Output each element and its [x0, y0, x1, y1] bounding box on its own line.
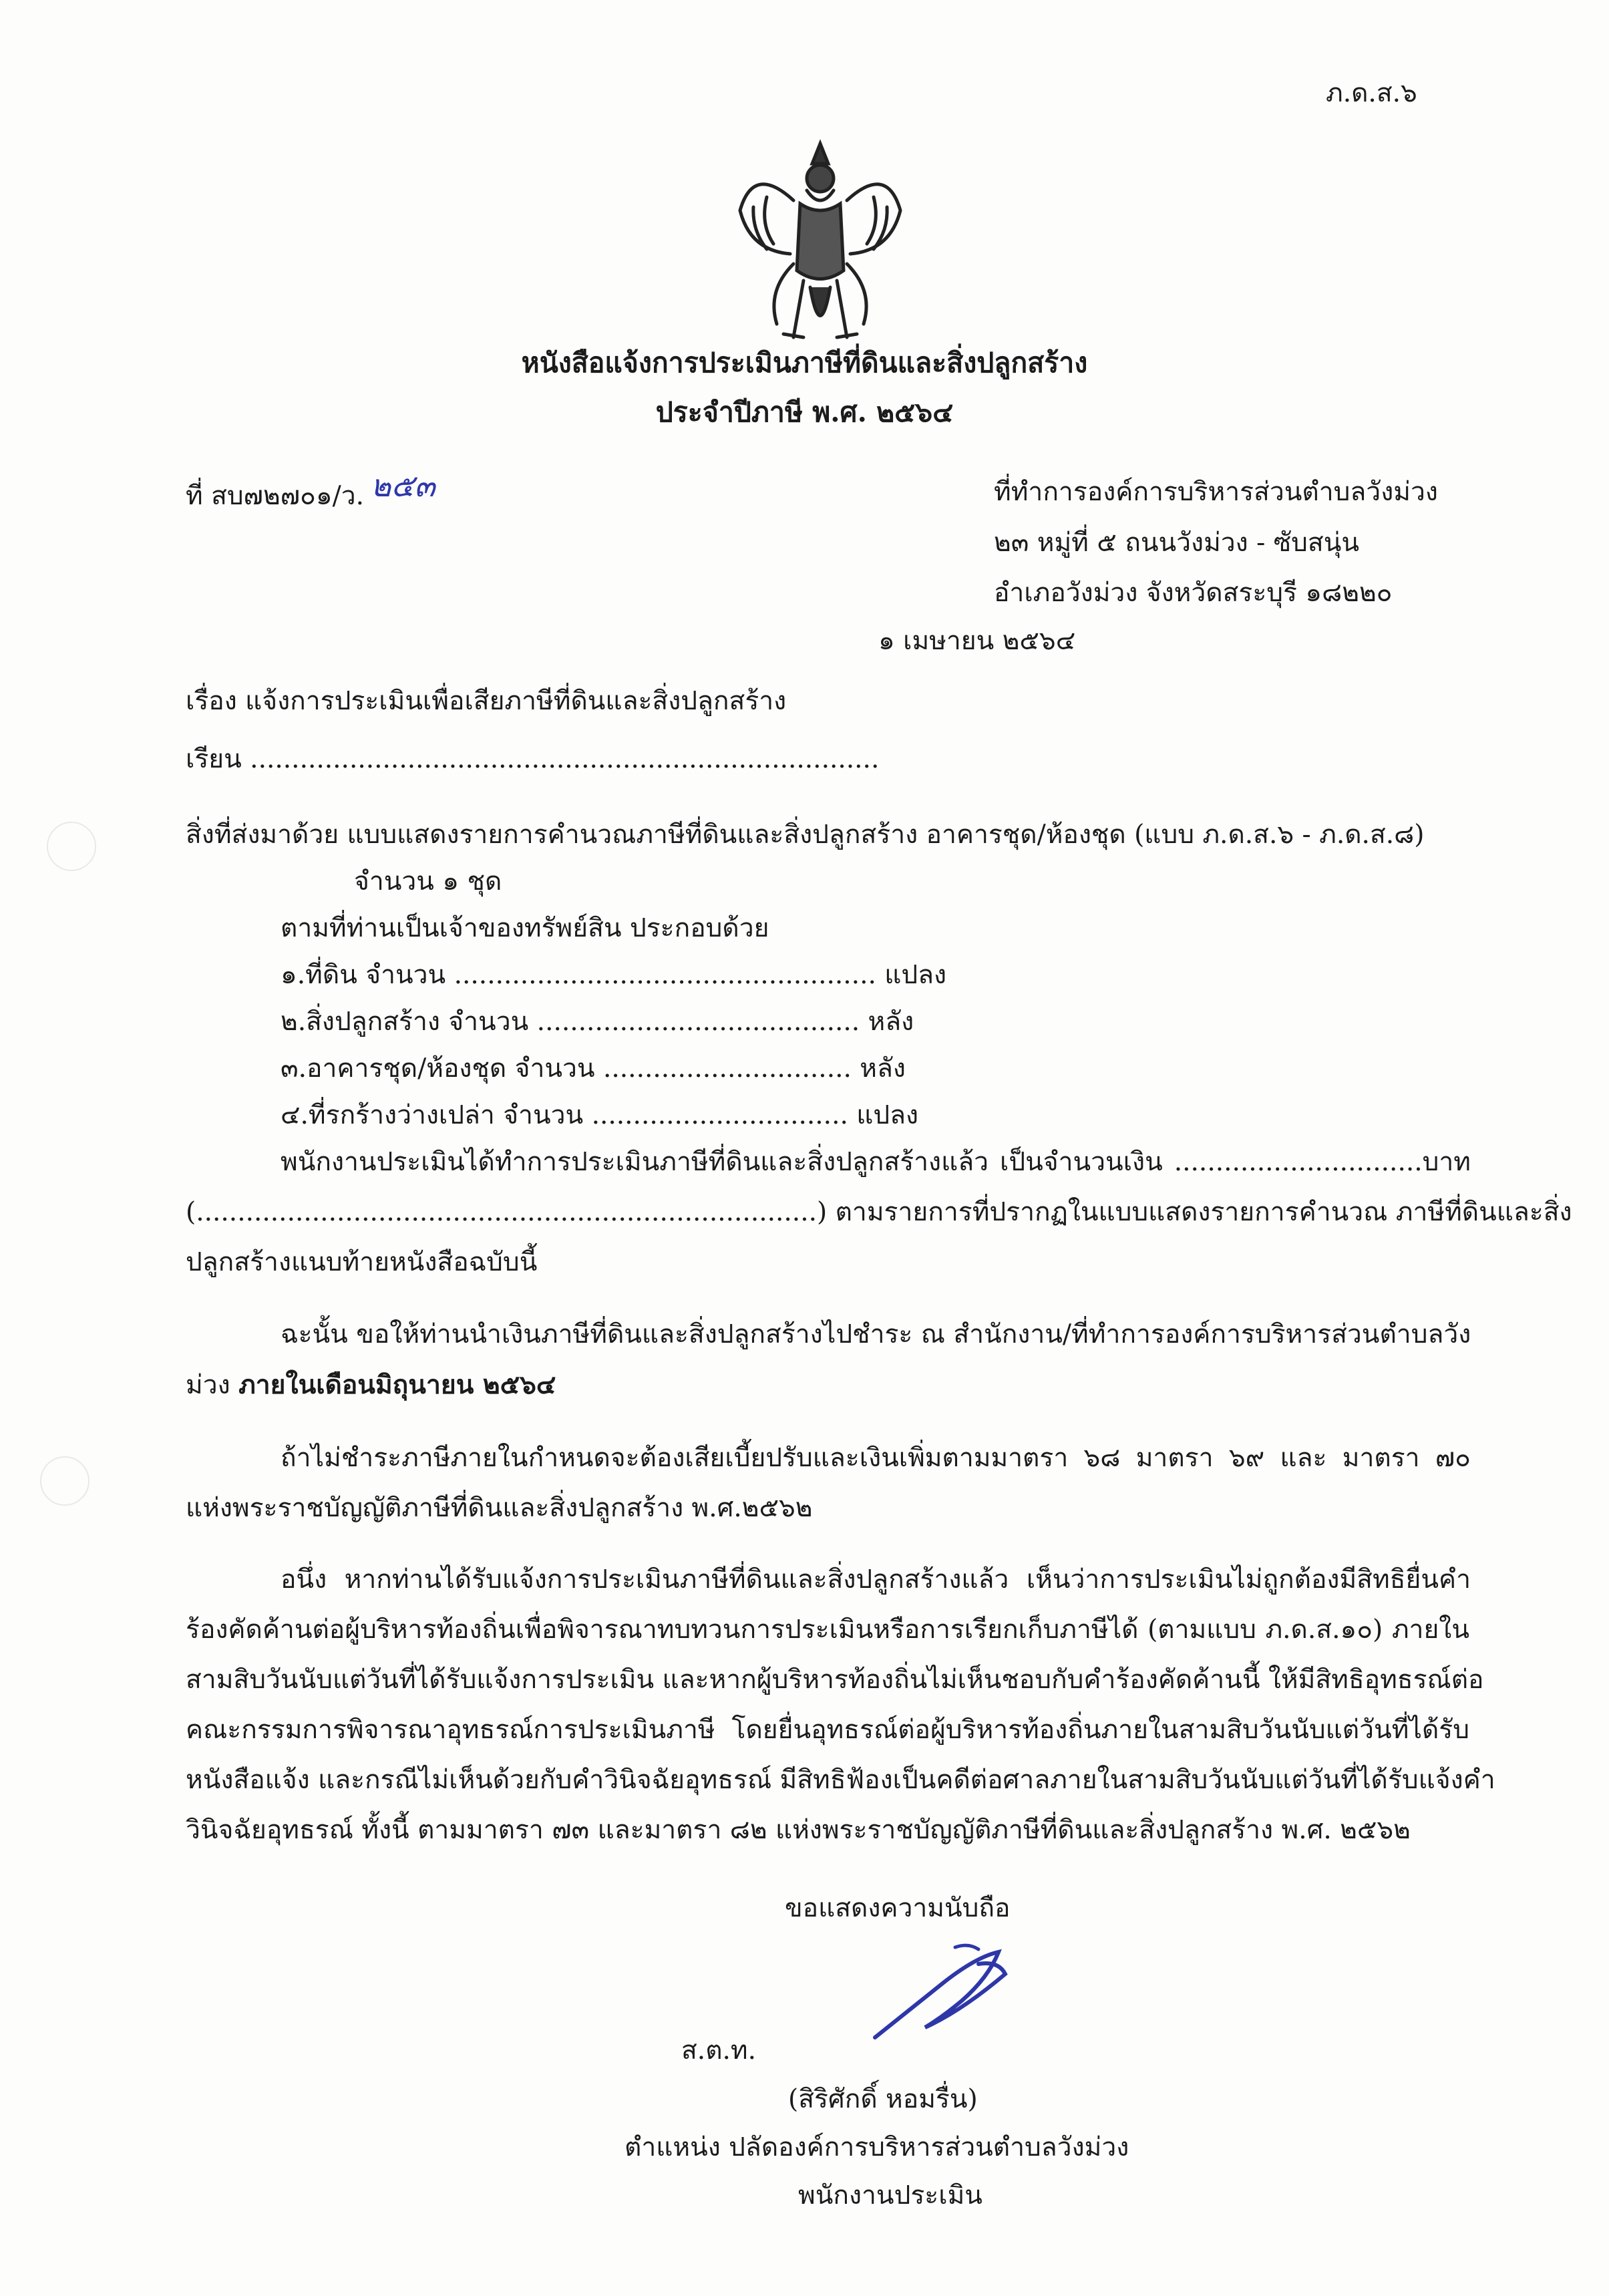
property-item: ๑.ที่ดิน จำนวน ................................................... แปลง	[281, 960, 947, 990]
closing: ขอแสดงความนับถือ	[785, 1893, 1011, 1923]
appeal-line-2: ร้องคัดค้านต่อผู้บริหารท้องถิ่นเพื่อพิจารณาทบทวนการประเมินหรือการเรียกเก็บภาษีได้ (ตามแบบ ภ.ด.ส.๑๐) ภายใน	[186, 1615, 1469, 1645]
payment-line-1: ฉะนั้น ขอให้ท่านนำเงินภาษีที่ดินและสิ่งปลูกสร้างไปชำระ ณ สำนักงาน/ที่ทำการองค์การบริหารส่วนตำบลวัง	[281, 1319, 1471, 1349]
payment-line-2	[186, 1368, 556, 1402]
appeal-line-3: สามสิบวันนับแต่วันที่ได้รับแจ้งการประเมิน และหากผู้บริหารท้องถิ่นไม่เห็นชอบกับคำร้องคัดค้านนี้ ให้มีสิทธิอุทธรณ์ต่อ	[186, 1665, 1484, 1695]
address-line-3: อำเภอวังม่วง จังหวัดสระบุรี ๑๘๒๒๐	[994, 578, 1393, 608]
appeal-line-1: อนึ่ง หากท่านได้รับแจ้งการประเมินภาษีที่ดินและสิ่งปลูกสร้างแล้ว เห็นว่าการประเมินไม่ถูกต้องมีสิทธิยื่นคำ	[281, 1565, 1471, 1595]
signatory-name: (สิริศักดิ์ หอมรื่น)	[788, 2084, 978, 2114]
signatory-role: พนักงานประเมิน	[798, 2180, 982, 2210]
form-code: ภ.ด.ส.๖	[1326, 78, 1417, 108]
reference-number: ที่ สบ๗๒๗๐๑/ว.	[186, 481, 365, 511]
address-line-1: ที่ทำการองค์การบริหารส่วนตำบลวังม่วง	[994, 477, 1438, 507]
scan-hole-mark	[47, 822, 96, 871]
payment-line-2-text: ม่วง	[186, 1370, 239, 1400]
assessment-line-2: (...........................................................................) ตามรายการที่ปรากฏในแบบแสดงรายการคำนวณ ภาษีที่ดินและสิ่ง	[186, 1197, 1572, 1227]
address-line-2: ๒๓ หมู่ที่ ๕ ถนนวังม่วง - ซับสนุ่น	[994, 528, 1360, 558]
garuda-emblem-icon	[727, 137, 914, 354]
property-item: ๔.ที่รกร้างว่างเปล่า จำนวน ............................... แปลง	[281, 1100, 919, 1130]
payment-deadline: ภายในเดือนมิถุนายน ๒๕๖๔	[238, 1369, 556, 1400]
appeal-line-5: หนังสือแจ้ง และกรณีไม่เห็นด้วยกับคำวินิจฉัยอุทธรณ์ มีสิทธิฟ้องเป็นคดีต่อศาลภายในสามสิบวันนับแต่วันที่ได้รับแจ้งคำ	[186, 1765, 1495, 1795]
title-line-2: ประจำปีภาษี พ.ศ. ๒๕๖๔	[655, 396, 954, 428]
enclosure-line-1: สิ่งที่ส่งมาด้วย แบบแสดงรายการคำนวณภาษีที่ดินและสิ่งปลูกสร้าง อาคารชุด/ห้องชุด (แบบ ภ.ด.ส.๖ - ภ.ด.ส.๘)	[186, 820, 1425, 850]
signature-prefix: ส.ต.ท.	[681, 2035, 757, 2066]
property-item: ๒.สิ่งปลูกสร้าง จำนวน ....................................... หลัง	[281, 1007, 914, 1037]
reference-handwritten: ๒๕๓	[371, 468, 435, 504]
enclosure-line-2: จำนวน ๑ ชุด	[354, 866, 502, 896]
scan-hole-mark	[40, 1456, 90, 1506]
appeal-line-6: วินิจฉัยอุทธรณ์ ทั้งนี้ ตามมาตรา ๗๓ และมาตรา ๘๒ แห่งพระราชบัญญัติภาษีที่ดินและสิ่งปลูกสร้าง พ.ศ. ๒๕๖๒	[186, 1815, 1411, 1845]
signature-mark	[862, 1937, 1022, 2051]
body-intro: ตามที่ท่านเป็นเจ้าของทรัพย์สิน ประกอบด้วย	[281, 913, 769, 943]
assessment-line-3: ปลูกสร้างแนบท้ายหนังสือฉบับนี้	[186, 1247, 538, 1277]
assessment-line-1: พนักงานประเมินได้ทำการประเมินภาษีที่ดินและสิ่งปลูกสร้างแล้ว เป็นจำนวนเงิน ..............................บาท	[281, 1147, 1471, 1177]
property-item: ๓.อาคารชุด/ห้องชุด จำนวน .............................. หลัง	[281, 1053, 906, 1084]
subject: เรื่อง แจ้งการประเมินเพื่อเสียภาษีที่ดินและสิ่งปลูกสร้าง	[186, 686, 787, 716]
recipient: เรียน ............................................................................	[186, 744, 880, 774]
appeal-line-4: คณะกรรมการพิจารณาอุทธรณ์การประเมินภาษี โดยยื่นอุทธรณ์ต่อผู้บริหารท้องถิ่นภายในสามสิบวันนับแต่วันที่ได้รับ	[186, 1715, 1469, 1745]
signatory-position: ตำแหน่ง ปลัดองค์การบริหารส่วนตำบลวังม่วง	[624, 2132, 1129, 2162]
letter-date: ๑ เมษายน ๒๕๖๔	[878, 626, 1076, 656]
penalty-line-2: แห่งพระราชบัญญัติภาษีที่ดินและสิ่งปลูกสร้าง พ.ศ.๒๕๖๒	[186, 1493, 813, 1523]
title-line-1: หนังสือแจ้งการประเมินภาษีที่ดินและสิ่งปลูกสร้าง	[521, 347, 1088, 379]
penalty-line-1: ถ้าไม่ชำระภาษีภายในกำหนดจะต้องเสียเบี้ยปรับและเงินเพิ่มตามมาตรา ๖๘ มาตรา ๖๙ และ มาตรา ๗๐	[281, 1443, 1471, 1473]
